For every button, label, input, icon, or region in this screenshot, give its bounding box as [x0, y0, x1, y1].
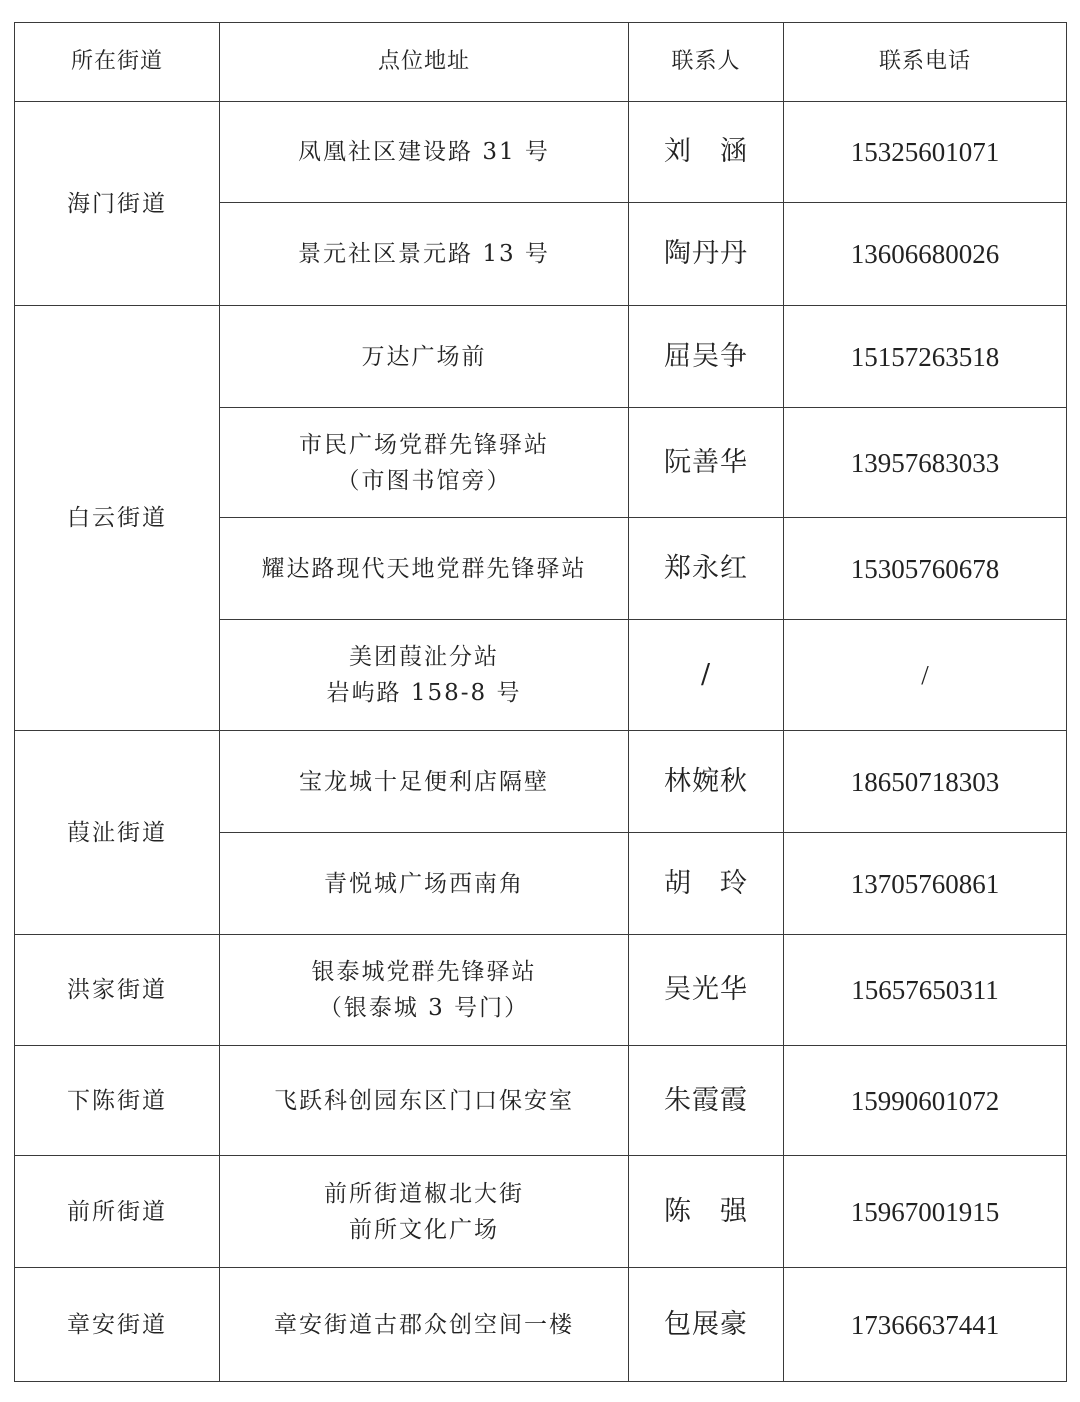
address-cell [220, 833, 629, 935]
phone-number: 13957683033 [784, 408, 1067, 518]
header-address: 点位地址 [220, 23, 629, 102]
table-row [15, 1268, 1067, 1382]
contact-name: 郑永红 [629, 518, 784, 620]
address-line: 飞跃科创园东区门口保安室 [274, 1087, 574, 1114]
contact-name: 朱霞霞 [629, 1046, 784, 1156]
address-line: 青悦城广场西南角 [324, 870, 524, 897]
contact-name: 包展豪 [629, 1268, 784, 1382]
phone-number: 15967001915 [784, 1156, 1067, 1268]
phone-number: 13705760861 [784, 833, 1067, 935]
table-row [15, 102, 1067, 203]
phone-number: 18650718303 [784, 731, 1067, 833]
address-line: 凤凰社区建设路 31 号 [298, 139, 550, 165]
phone-number: 15325601071 [784, 102, 1067, 203]
contact-name: 屈吴争 [629, 306, 784, 408]
phone-number: 15157263518 [784, 306, 1067, 408]
table-row [15, 935, 1067, 1046]
header-phone: 联系电话 [784, 23, 1067, 102]
header-street: 所在街道 [15, 23, 220, 102]
header-contact: 联系人 [629, 23, 784, 102]
contact-name: 胡 玲 [629, 833, 784, 935]
phone-number: 13606680026 [784, 203, 1067, 306]
street-name: 下陈街道 [15, 1046, 220, 1156]
address-cell [220, 306, 629, 408]
street-name: 葭沚街道 [15, 731, 220, 935]
address-cell [220, 620, 629, 731]
address-line: 耀达路现代天地党群先锋驿站 [261, 555, 587, 582]
street-name: 海门街道 [15, 102, 220, 306]
address-line: 市民广场党群先锋驿站 [299, 431, 549, 458]
contact-name: 吴光华 [629, 935, 784, 1046]
address-cell [220, 518, 629, 620]
address-cell [220, 203, 629, 306]
address-cell [220, 1268, 629, 1382]
phone-number: 17366637441 [784, 1268, 1067, 1382]
address-cell [220, 935, 629, 1046]
table-row [15, 1046, 1067, 1156]
address-cell [220, 731, 629, 833]
street-name: 洪家街道 [15, 935, 220, 1046]
table-header-row [15, 23, 1067, 102]
street-name: 前所街道 [15, 1156, 220, 1268]
contact-name: 陈 强 [629, 1156, 784, 1268]
address-line: 景元社区景元路 13 号 [298, 241, 550, 267]
table-row [15, 731, 1067, 833]
address-line: （银泰城 3 号门） [318, 995, 530, 1021]
phone-number: 15657650311 [784, 935, 1067, 1046]
contact-name: 刘 涵 [629, 102, 784, 203]
contact-name: / [629, 620, 784, 731]
phone-number: / [784, 620, 1067, 731]
address-cell [220, 1156, 629, 1268]
address-cell [220, 1046, 629, 1156]
address-line: 章安街道古郡众创空间一楼 [274, 1311, 574, 1338]
table-row [15, 306, 1067, 408]
address-line: 前所文化广场 [349, 1216, 499, 1243]
address-line: 岩屿路 158-8 号 [326, 680, 522, 706]
street-name: 白云街道 [15, 306, 220, 731]
phone-number: 15990601072 [784, 1046, 1067, 1156]
contact-table [14, 22, 1067, 1382]
street-name: 章安街道 [15, 1268, 220, 1382]
address-line: 美团葭沚分站 [349, 644, 499, 670]
contact-name: 陶丹丹 [629, 203, 784, 306]
address-line: 前所街道椒北大街 [324, 1180, 524, 1207]
address-cell [220, 102, 629, 203]
contact-name: 林婉秋 [629, 731, 784, 833]
table-row [15, 1156, 1067, 1268]
address-line: （市图书馆旁） [336, 467, 512, 494]
phone-number: 15305760678 [784, 518, 1067, 620]
address-line: 宝龙城十足便利店隔壁 [299, 768, 549, 795]
address-cell [220, 408, 629, 518]
contact-name: 阮善华 [629, 408, 784, 518]
address-line: 银泰城党群先锋驿站 [311, 959, 537, 985]
address-line: 万达广场前 [361, 343, 487, 370]
